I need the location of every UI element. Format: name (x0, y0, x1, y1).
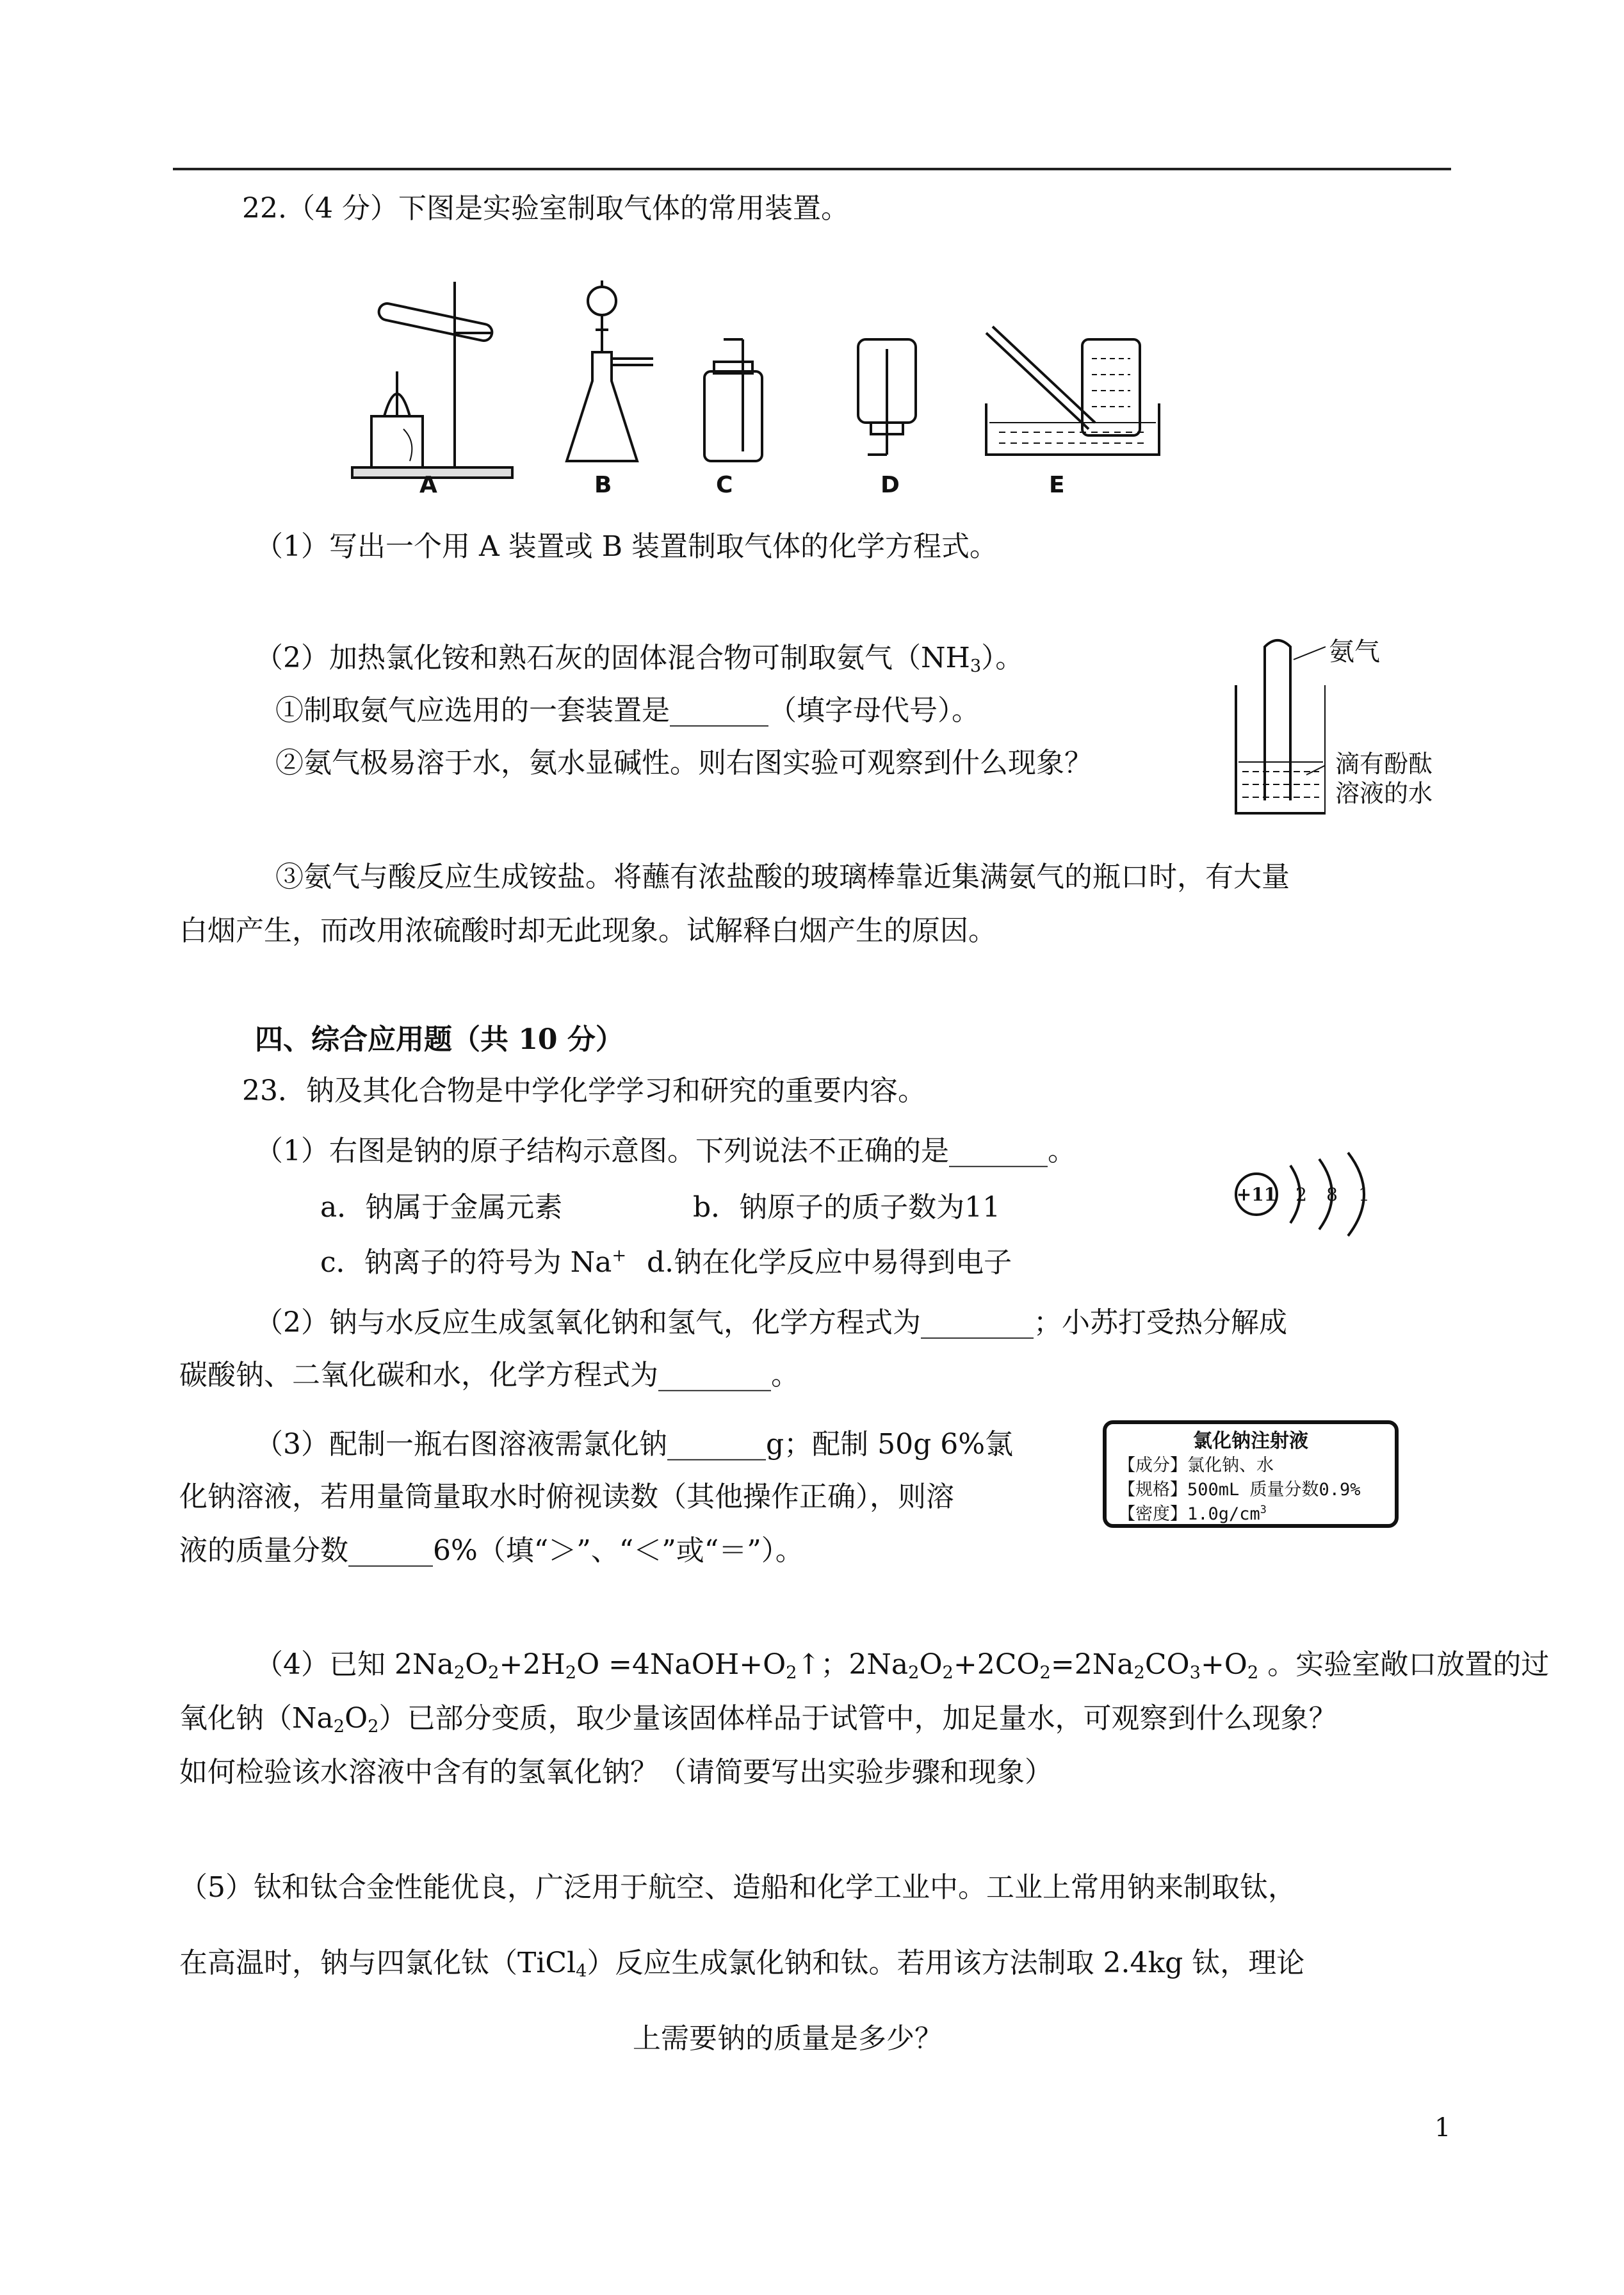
apparatus-c (704, 339, 762, 461)
label-a: A (419, 472, 437, 498)
q22-part2a: ①制取氨气应选用的一套装置是_______（填字母代号）。 (275, 694, 980, 727)
label-e: E (1049, 472, 1065, 498)
fig-ammonia-label: 氨气 (1329, 637, 1380, 667)
atom-shell-3: 1 (1358, 1184, 1370, 1205)
label-b: B (594, 472, 612, 498)
apparatus-a (352, 282, 512, 478)
q23-part1: （1）右图是钠的原子结构示意图。下列说法不正确的是_______。 (255, 1135, 1076, 1167)
q23-option-d: d.钠在化学反应中易得到电子 (647, 1246, 1012, 1279)
apparatus-b (567, 280, 653, 461)
page-number: 1 (1434, 2113, 1451, 2143)
q23-header: 23．钠及其化合物是中学化学学习和研究的重要内容。 (242, 1075, 926, 1107)
q22-part2c-line2: 白烟产生，而改用浓硫酸时却无此现象。试解释白烟产生的原因。 (179, 914, 996, 947)
section4-title: 四、综合应用题（共 10 分） (255, 1023, 624, 1056)
nacl-label-title: 氯化钠注射液 (1193, 1430, 1308, 1452)
ammonia-beaker-figure (1230, 634, 1326, 820)
nacl-label-line3: 【密度】$1.0g/cm^3$ (1118, 1502, 1267, 1524)
q23-option-b: b．钠原子的质子数为11 (693, 1191, 1001, 1224)
q23-part3-line3: 液的质量分数______6%（填“＞”、“＜”或“＝”）。 (179, 1534, 804, 1567)
q23-part4-line3: 如何检验该水溶液中含有的氢氧化钠？（请简要写出实验步骤和现象） (179, 1756, 1053, 1788)
nacl-label-box (1103, 1420, 1399, 1528)
q23-part4-line1: （4）已知 $2Na_2O_2+2H_2O$ $=4NaOH+O_2↑$；$2Na_2O_2+2CO_2=2Na_2CO_3+O_2$ 。实验室敞口放置的过 (255, 1648, 1550, 1683)
q23-part2-line2: 碳酸钠、二氧化碳和水，化学方程式为________。 (179, 1359, 799, 1391)
q23-part5-line3: 上需要钠的质量是多少？ (633, 2022, 943, 2055)
q23-part4-line2: 氧化钠$(Na_2O_2)$已部分变质，取少量该固体样品于试管中，加足量水，可观察到什么现象？ (179, 1702, 1337, 1737)
q23-part5-line1: （5）钛和钛合金性能优良，广泛用于航空、造船和化学工业中。工业上常用钠来制取钛， (179, 1871, 1296, 1904)
q22-part2b: ②氨气极易溶于水，氨水显碱性。则右图实验可观察到什么现象？ (275, 747, 1092, 779)
label-d: D (881, 472, 900, 498)
apparatus-e (986, 327, 1159, 455)
atom-shell-1: 2 (1295, 1184, 1307, 1205)
q23-option-c: c．钠离子的符号为 Na+ (320, 1245, 627, 1279)
atom-nucleus: +11 (1236, 1184, 1277, 1205)
header-rule (173, 168, 1451, 170)
q22-part2c-line1: ③氨气与酸反应生成铵盐。将蘸有浓盐酸的玻璃棒靠近集满氨气的瓶口时，有大量 (275, 861, 1290, 893)
atom-shell-2: 8 (1326, 1184, 1338, 1205)
q23-part3-line2: 化钠溶液，若用量筒量取水时俯视读数（其他操作正确），则溶 (179, 1480, 954, 1513)
nacl-label-line2: 【规格】500mL 质量分数0.9% (1118, 1480, 1361, 1500)
fig-water-label-2: 溶液的水 (1335, 779, 1433, 807)
q22-header: 22.（4 分）下图是实验室制取气体的常用装置。 (242, 192, 849, 225)
label-c: C (716, 472, 733, 498)
q23-part5-line2: 在高温时，钠与四氯化钛（TiCl$_4$）反应生成氯化钠和钛。若用该方法制取 2.4kg 钛，理论 (179, 1947, 1305, 1981)
q23-option-a: a．钠属于金属元素 (320, 1191, 563, 1224)
sodium-atom-figure (1230, 1146, 1377, 1242)
nacl-label-line1: 【成分】氯化钠、水 (1118, 1456, 1274, 1475)
fig-water-label-1: 滴有酚酞 (1335, 750, 1433, 778)
q22-part1: （1）写出一个用 A 装置或 B 装置制取气体的化学方程式。 (255, 530, 998, 563)
apparatus-d (858, 339, 916, 455)
q22-part2: （2）加热氯化铵和熟石灰的固体混合物可制取氨气$(NH_3)$。 (255, 642, 1024, 676)
q23-part2-line1: （2）钠与水反应生成氢氧化钠和氢气，化学方程式为________；小苏打受热分解成 (255, 1306, 1287, 1339)
q23-part3-line1: （3）配制一瓶右图溶液需氯化钠_______g；配制 50g 6%氯 (255, 1428, 1014, 1461)
